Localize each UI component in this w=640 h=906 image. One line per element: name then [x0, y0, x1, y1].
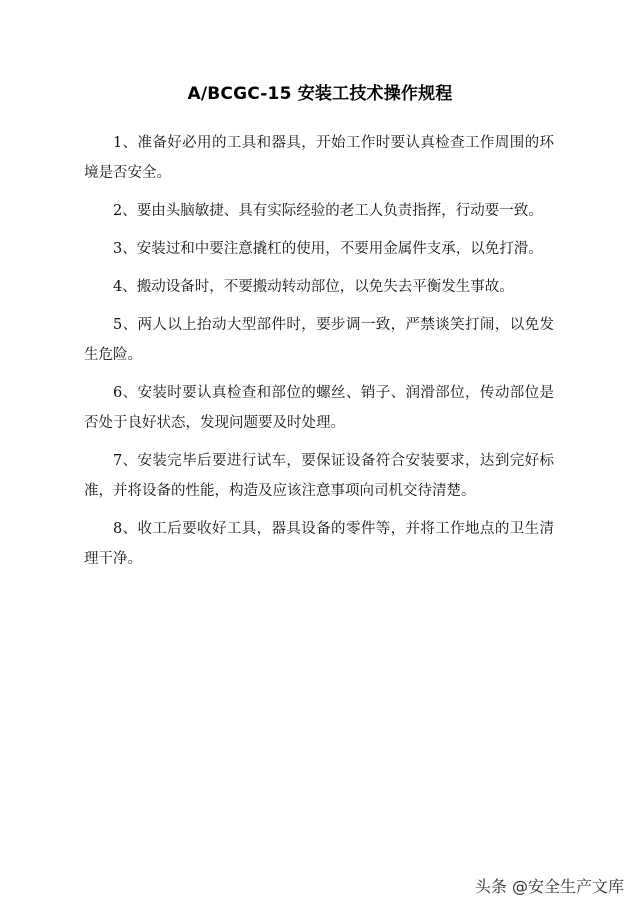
paragraph-4: 4、搬动设备时，不要搬动转动部位，以免失去平衡发生事故。: [113, 279, 514, 295]
paragraph-3: 3、安装过和中要注意撬杠的使用，不要用金属件支承，以免打滑。: [113, 241, 543, 257]
paragraph-5: 5、两人以上抬动大型部件时，要步调一致，严禁谈笑打闹，以免发生危险。: [84, 317, 554, 363]
paragraph-6: 6、安装时要认真检查和部位的螺丝、销子、润滑部位，传动部位是否处于良好状态，发现问题要及时处理。: [84, 385, 554, 431]
watermark-text: 头条 @安全生产文库: [474, 877, 624, 896]
paragraph-1: 1、准备好必用的工具和器具，开始工作时要认真检查工作周围的环境是否安全。: [84, 135, 554, 181]
document-body: [84, 128, 554, 582]
paragraph-2: 2、要由头脑敏捷、具有实际经验的老工人负责指挥，行动要一致。: [113, 203, 543, 219]
paragraph-8: 8、收工后要收好工具，器具设备的零件等，并将工作地点的卫生清理干净。: [84, 521, 554, 567]
paragraph-7: 7、安装完毕后要进行试车，要保证设备符合安装要求，达到完好标准，并将设备的性能，构造及应该注意事项向司机交待清楚。: [84, 453, 554, 499]
document-title: A/BCGC-15 安装工技术操作规程: [187, 84, 453, 104]
